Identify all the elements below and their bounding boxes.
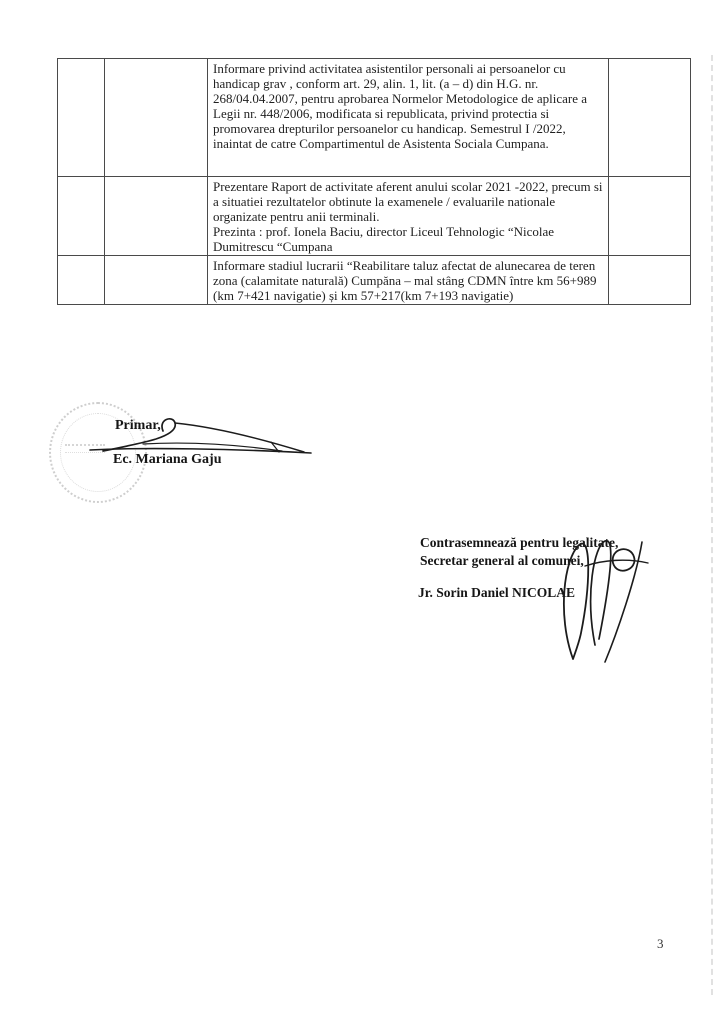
cell-notes [609,59,691,177]
cell-extra [105,256,208,305]
agenda-item-text: Informare stadiul lucrarii “Reabilitare taluz afectat de alunecarea de teren zona (calamitate naturală) Cumpăna – mal stâng CDMN între km 56+989 (km 7+421 navigatie) și km 57+217(km 7+193 navigatie) [213,258,597,303]
cell-extra [105,59,208,177]
cell-description [208,59,609,177]
cell-extra [105,177,208,256]
mayor-title: Primar, [115,418,161,433]
secretary-name: Jr. Sorin Daniel NICOLAE [418,585,576,600]
agenda-table [57,58,691,305]
cell-description [208,256,609,305]
cell-description [208,177,609,256]
cell-number [58,256,105,305]
agenda-item-text: Informare privind activitatea asistentilor personali ai persoanelor cu handicap grav , conform art. 29, alin. 1, lit. (a – d) din H.G. nr. 268/04.04.2007, pentru aprobarea Normelor Metodologice de aplicare a Legii nr. 448/2006, modificata si republicata, privind protectia si promovarea drepturilor persoanelor cu handicap. Semestrul I /2022, inaintat de catre Compartimentul de Asistenta Sociala Cumpana. [213,61,587,151]
cell-notes [609,256,691,305]
mayor-name: Ec. Mariana Gaju [113,452,222,467]
scan-artifact-line [711,55,713,995]
cell-notes [609,177,691,256]
cell-number [58,177,105,256]
agenda-item-text: Prezentare Raport de activitate aferent anului scolar 2021 -2022, precum si a situatiei rezultatelor obtinute la examenele / evaluarile nationale organizate pentru anii terminali. [213,179,603,224]
cell-number [58,59,105,177]
countersign-line2: Secretar general al comunei, [420,553,584,568]
page-number: 3 [657,936,664,951]
agenda-item-presenter: Prezinta : prof. Ionela Baciu, director Liceul Tehnologic “Nicolae Dumitrescu “Cumpana [213,224,555,254]
secretary-signature [545,533,655,663]
countersign-line1: Contrasemnează pentru legalitate, [420,535,619,550]
table-row [58,59,691,177]
table-row [58,256,691,305]
table-row [58,177,691,256]
